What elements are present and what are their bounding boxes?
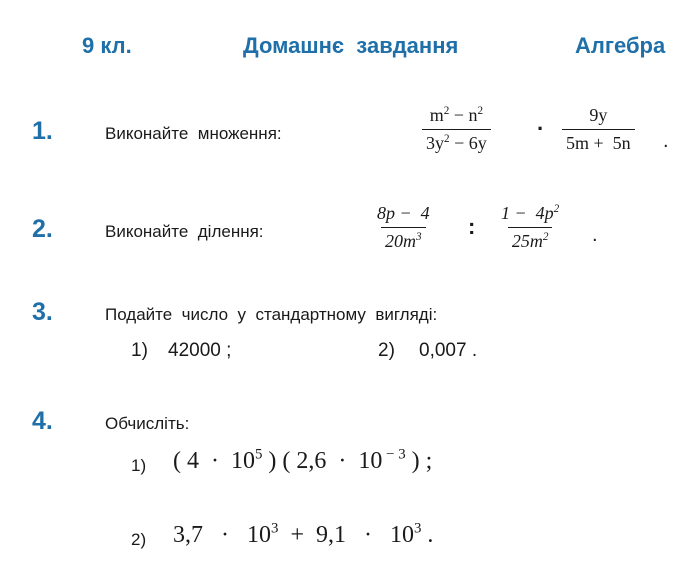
fraction-numerator: 9y bbox=[589, 105, 608, 125]
task-4-item-1-label: 1) bbox=[131, 456, 147, 475]
task-3-item-2-value: 0,007 . bbox=[419, 340, 478, 361]
divide-operator: : bbox=[468, 214, 476, 239]
fraction-numerator: $m^2 - n^2$ bbox=[429, 104, 484, 125]
task-4-item-1-expression: ( $4 \cdot 10^5$ ) ( 2,6 · 10 $^{- 3}$ ) ; bbox=[173, 446, 433, 474]
task-2-fraction-2 bbox=[497, 203, 563, 252]
fraction-denominator: $3y^2 - 6y$ bbox=[422, 129, 491, 154]
fraction-numerator: $1 - 4p^2$ bbox=[501, 202, 560, 223]
task-3-item-1-value: 42000 ; bbox=[168, 340, 232, 361]
task-2-number: 2. bbox=[32, 215, 53, 243]
task-1-period: . bbox=[663, 130, 669, 152]
multiply-operator: · bbox=[537, 116, 545, 141]
fraction-denominator: $25m^2$ bbox=[508, 227, 553, 252]
task-2-period: . bbox=[592, 224, 598, 246]
task-4-item-2-expression: $3,7 \cdot 10^3 + 9,1 \cdot 10^3$ . bbox=[173, 520, 434, 548]
task-2-fraction-1 bbox=[373, 203, 434, 252]
subject-title: Алгебра bbox=[575, 33, 666, 58]
task-3-number: 3. bbox=[32, 298, 53, 326]
task-2-instruction: Виконайте ділення: bbox=[105, 222, 264, 241]
task-1-instruction: Виконайте множення: bbox=[105, 124, 282, 143]
task-4-item-2-label: 2) bbox=[131, 530, 147, 549]
grade-label: 9 кл. bbox=[82, 33, 132, 58]
task-1-number: 1. bbox=[32, 117, 53, 145]
task-1-fraction-2 bbox=[562, 105, 635, 154]
task-4-number: 4. bbox=[32, 407, 53, 435]
fraction-denominator: 5m + 5n bbox=[562, 129, 635, 154]
task-3-item-2-label: 2) bbox=[378, 340, 395, 361]
task-3-instruction: Подайте число у стандартному вигляді: bbox=[105, 305, 438, 324]
fraction-numerator: 8p − 4 bbox=[377, 203, 430, 223]
task-4-instruction: Обчисліть: bbox=[105, 414, 190, 433]
task-1-fraction-1 bbox=[422, 105, 491, 154]
task-3-item-1-label: 1) bbox=[131, 340, 148, 361]
homework-title: Домашнє завдання bbox=[243, 33, 459, 58]
fraction-denominator: $20m^3$ bbox=[381, 227, 426, 252]
